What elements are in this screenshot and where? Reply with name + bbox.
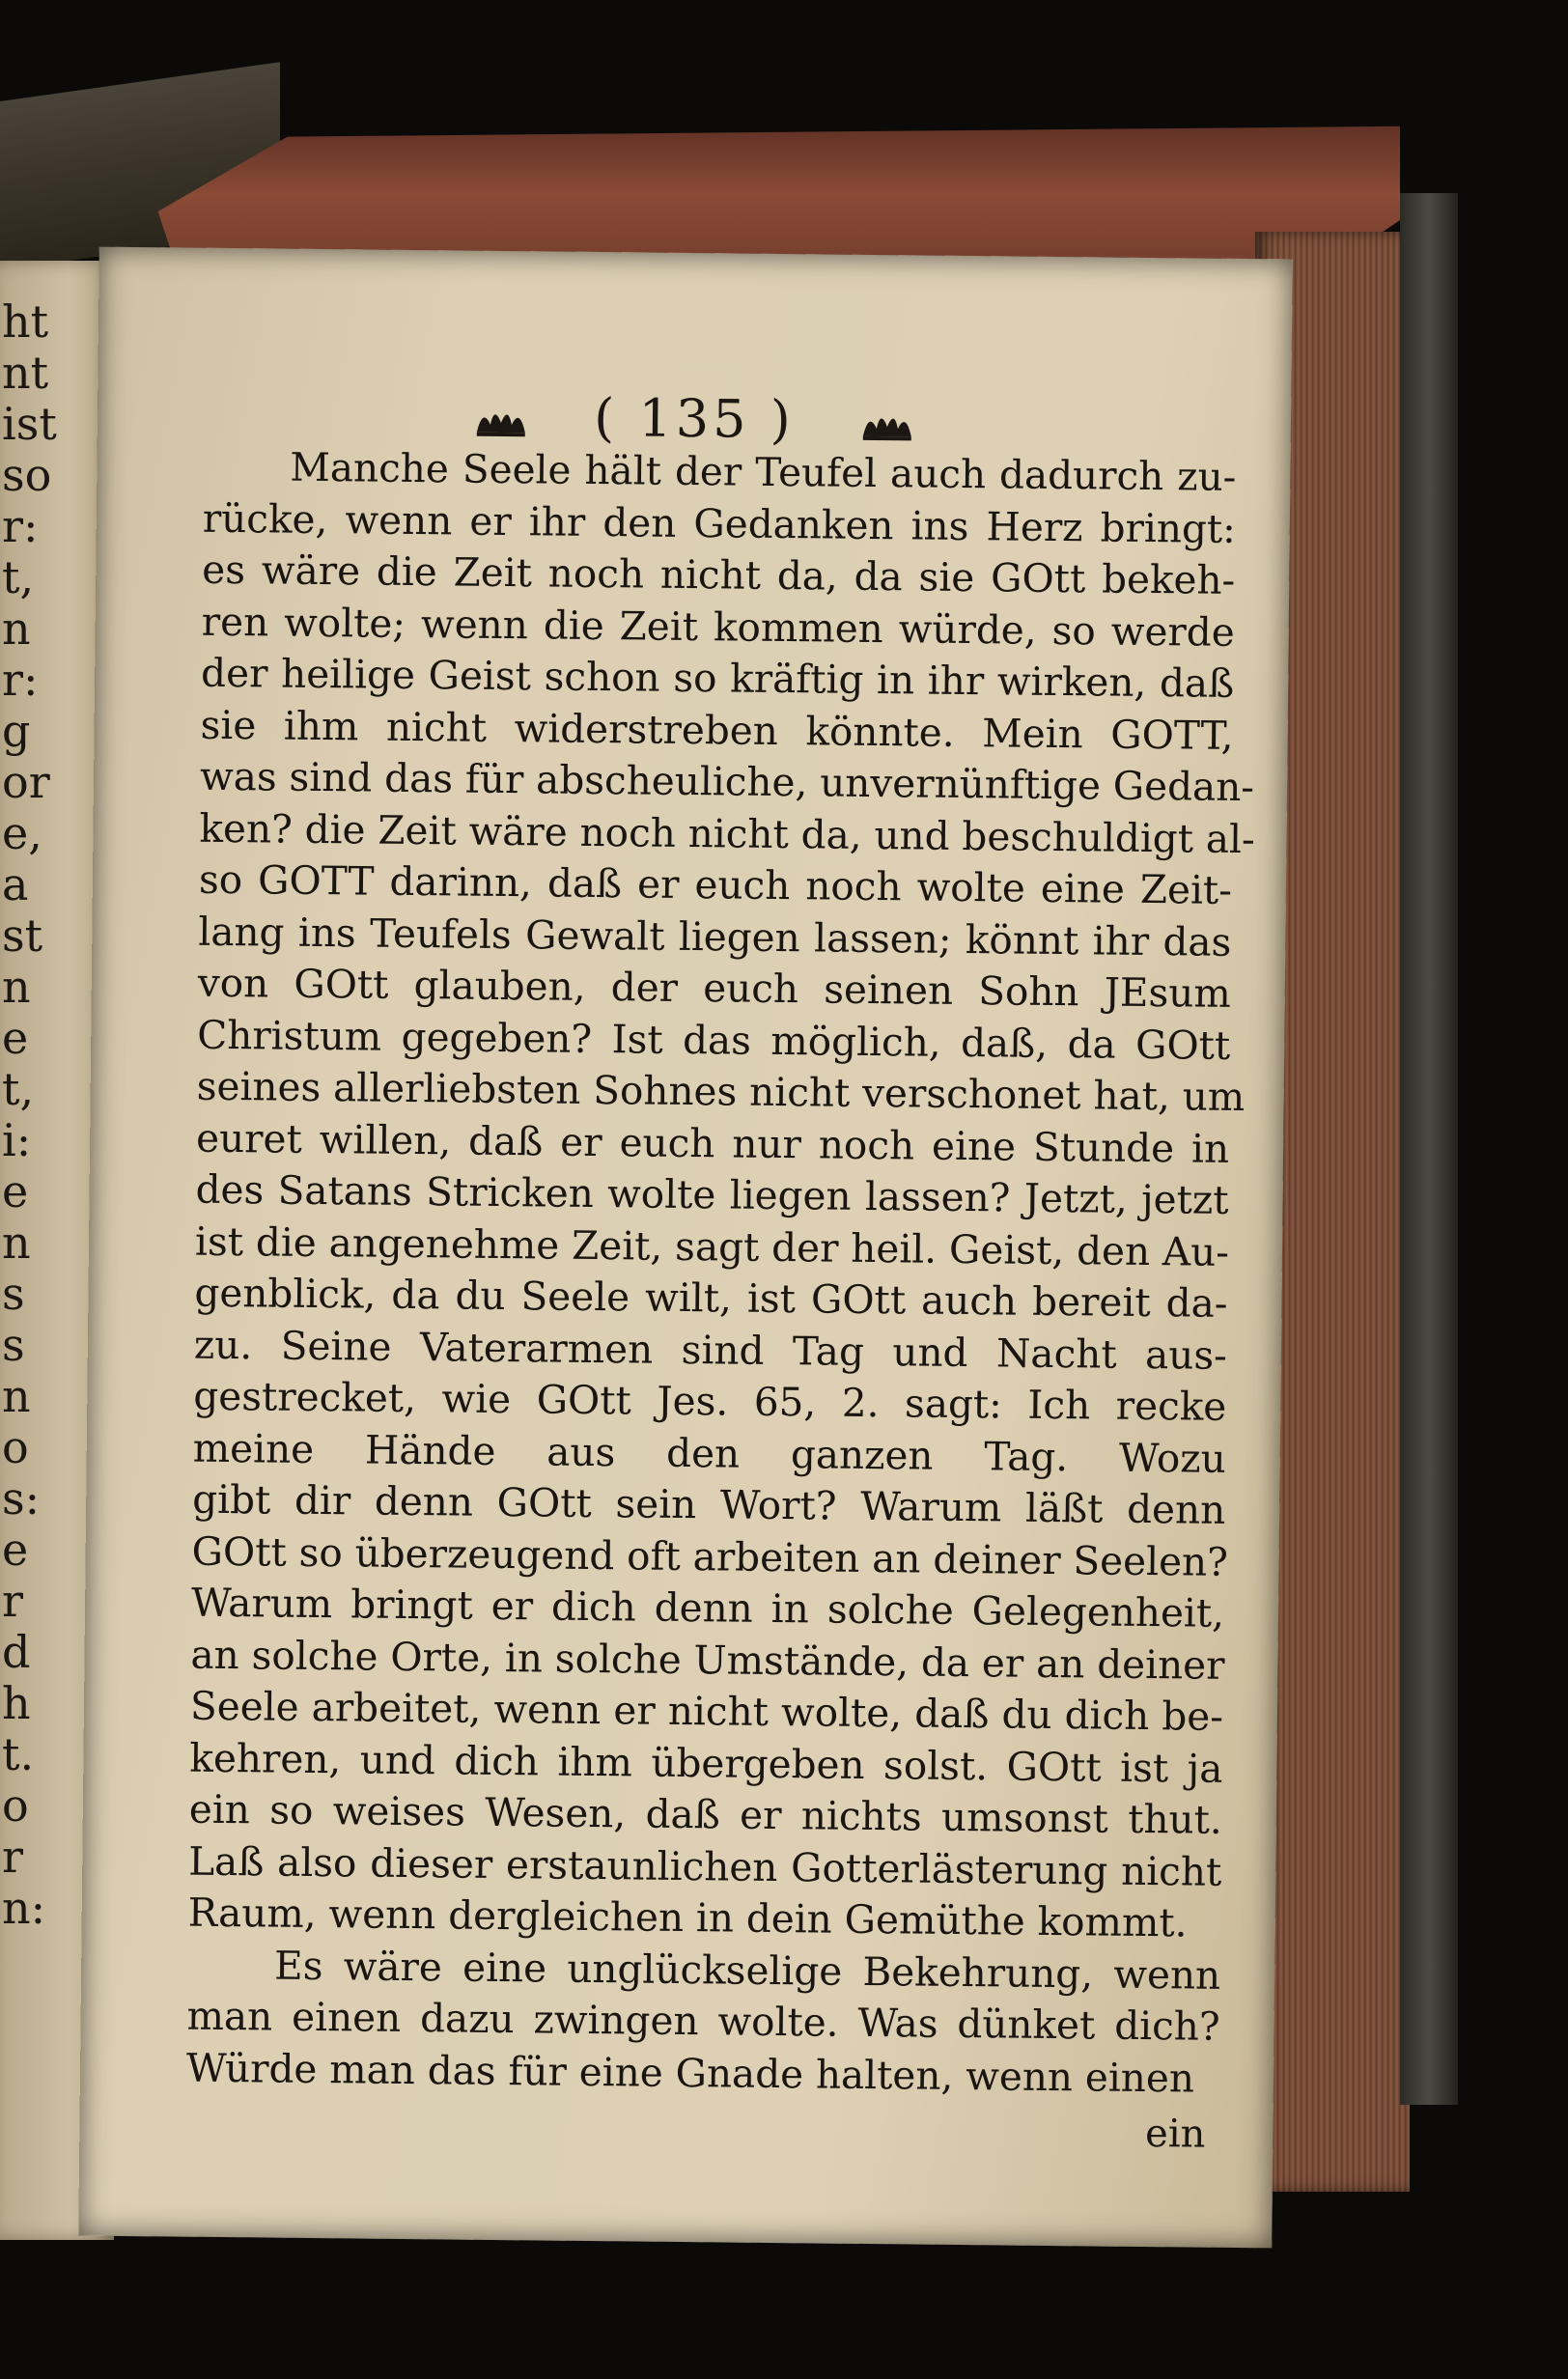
- left-page-text-fragment: n:: [2, 1882, 46, 1934]
- left-page-text-fragment: e: [2, 1165, 29, 1217]
- text-line: Raum, wenn dergleichen in dein Gemüthe kommt.: [187, 1889, 1188, 1946]
- left-page-text-fragment: s: [2, 1268, 25, 1320]
- left-page-text-fragment: ht: [2, 295, 49, 348]
- text-line: kehren, und dich ihm übergeben solst. GOtt ist ja: [189, 1734, 1223, 1792]
- text-line: was sind das für abscheuliche, unvernünftige Gedan-: [199, 752, 1255, 811]
- text-line: Warum bringt er dich denn in solche Gelegenheit,: [190, 1579, 1225, 1637]
- book-cover-right: [1400, 193, 1458, 2105]
- text-line: Würde man das für eine Gnade halten, wenn einen: [185, 2044, 1195, 2102]
- left-page-text-fragment: n: [2, 602, 31, 655]
- text-line: meine Hände aus den ganzen Tag. Wozu: [192, 1424, 1226, 1482]
- left-page-text-fragment: e: [2, 1524, 29, 1576]
- left-page-text-fragment: ist: [2, 398, 57, 450]
- text-line: man einen dazu zwingen wolte. Was dünket dich?: [186, 1992, 1220, 2050]
- text-line: Manche Seele hält der Teufel auch dadurch zu-: [290, 443, 1237, 500]
- text-line: Es wäre eine unglückselige Bekehrung, wenn: [273, 1942, 1221, 1999]
- text-line: rücke, wenn er ihr den Gedanken ins Herz bringt:: [202, 494, 1237, 552]
- text-line: GOtt so überzeugend oft arbeiten an deiner Seelen?: [191, 1527, 1229, 1585]
- text-line: zu. Seine Vaterarmen sind Tag und Nacht aus-: [193, 1321, 1228, 1379]
- text-line: genblick, da du Seele wilt, ist GOtt auch bereit da-: [194, 1269, 1228, 1327]
- text-line: gibt dir denn GOtt sein Wort? Warum läßt denn: [191, 1475, 1226, 1533]
- text-line: von GOtt glauben, der euch seinen Sohn JEsum: [197, 959, 1232, 1017]
- left-page-text-fragment: o: [2, 1779, 29, 1832]
- left-page-text-fragment: s: [2, 1319, 25, 1371]
- text-line: des Satans Stricken wolte liegen lassen? Jetzt, jetzt: [195, 1165, 1229, 1223]
- left-page-text-fragment: r: [2, 1831, 23, 1883]
- left-page-text-fragment: t,: [2, 551, 35, 603]
- text-line: so GOTT darinn, daß er euch noch wolte eine Zeit-: [198, 855, 1233, 913]
- left-page-text-fragment: or: [2, 756, 50, 808]
- left-page-text-fragment: d: [2, 1626, 31, 1678]
- text-line: es wäre die Zeit noch nicht da, da sie GOtt bekeh-: [202, 546, 1236, 603]
- text-line: der heilige Geist schon so kräftig in ihr wirken, daß: [200, 649, 1235, 707]
- text-line: seines allerliebsten Sohnes nicht verschonet hat, um: [196, 1062, 1246, 1121]
- left-page-text-fragment: t,: [2, 1063, 35, 1115]
- text-line: ken? die Zeit wäre noch nicht da, und beschuldigt al-: [199, 804, 1255, 862]
- text-line: an solche Orte, in solche Umstände, da er an deiner: [190, 1631, 1225, 1689]
- text-line: ren wolte; wenn die Zeit kommen würde, so werde: [201, 598, 1235, 656]
- left-page-text-fragment: nt: [2, 347, 49, 399]
- left-page-text-fragment: a: [2, 858, 29, 910]
- text-line: euret willen, daß er euch nur noch eine Stunde in: [195, 1114, 1230, 1172]
- left-page-text-fragment: n: [2, 961, 31, 1013]
- text-line: sie ihm nicht widerstreben könnte. Mein GOTT,: [200, 701, 1234, 759]
- page-body-text: [185, 441, 1255, 2105]
- left-page-text-fragment: t.: [2, 1728, 35, 1780]
- left-page-text-fragment: r: [2, 1575, 23, 1627]
- left-page-text-fragment: s:: [2, 1472, 41, 1525]
- left-page-text-fragment: e,: [2, 807, 42, 859]
- left-page-text-fragment: r:: [2, 654, 39, 706]
- left-page-text-fragment: e: [2, 1012, 29, 1064]
- crown-ornament-icon: [859, 407, 915, 443]
- left-page-text-fragment: o: [2, 1421, 29, 1473]
- crown-ornament-icon: [473, 404, 529, 439]
- left-page-text-fragment: g: [2, 705, 31, 757]
- text-line: ein so weises Wesen, daß er nichts umsonst thut.: [188, 1785, 1223, 1843]
- book-page: [78, 247, 1293, 2249]
- text-line: gestrecket, wie GOtt Jes. 65, 2. sagt: Ich recke: [193, 1372, 1227, 1430]
- left-page-text-fragment: n: [2, 1370, 31, 1422]
- text-line: ist die angenehme Zeit, sagt der heil. Geist, den Au-: [194, 1217, 1230, 1275]
- text-line: Laß also dieser erstaunlichen Gotterlästerung nicht: [188, 1837, 1222, 1895]
- left-page-text-fragment: n: [2, 1217, 31, 1269]
- page-number: ( 135 ): [593, 386, 796, 451]
- text-line: lang ins Teufels Gewalt liegen lassen; könnt ihr das: [198, 908, 1232, 966]
- left-page-text-fragment: h: [2, 1677, 31, 1729]
- left-page-text-fragment: so: [2, 449, 52, 501]
- left-page-text-fragment: r:: [2, 500, 39, 552]
- text-line: Christum gegeben? Ist das möglich, daß, da GOtt: [197, 1011, 1231, 1069]
- left-page-text-fragment: i:: [2, 1114, 32, 1166]
- left-page-text-fragment: st: [2, 910, 43, 962]
- catchword: ein: [1144, 2112, 1206, 2157]
- text-line: Seele arbeitet, wenn er nicht wolte, daß du dich be-: [189, 1682, 1224, 1740]
